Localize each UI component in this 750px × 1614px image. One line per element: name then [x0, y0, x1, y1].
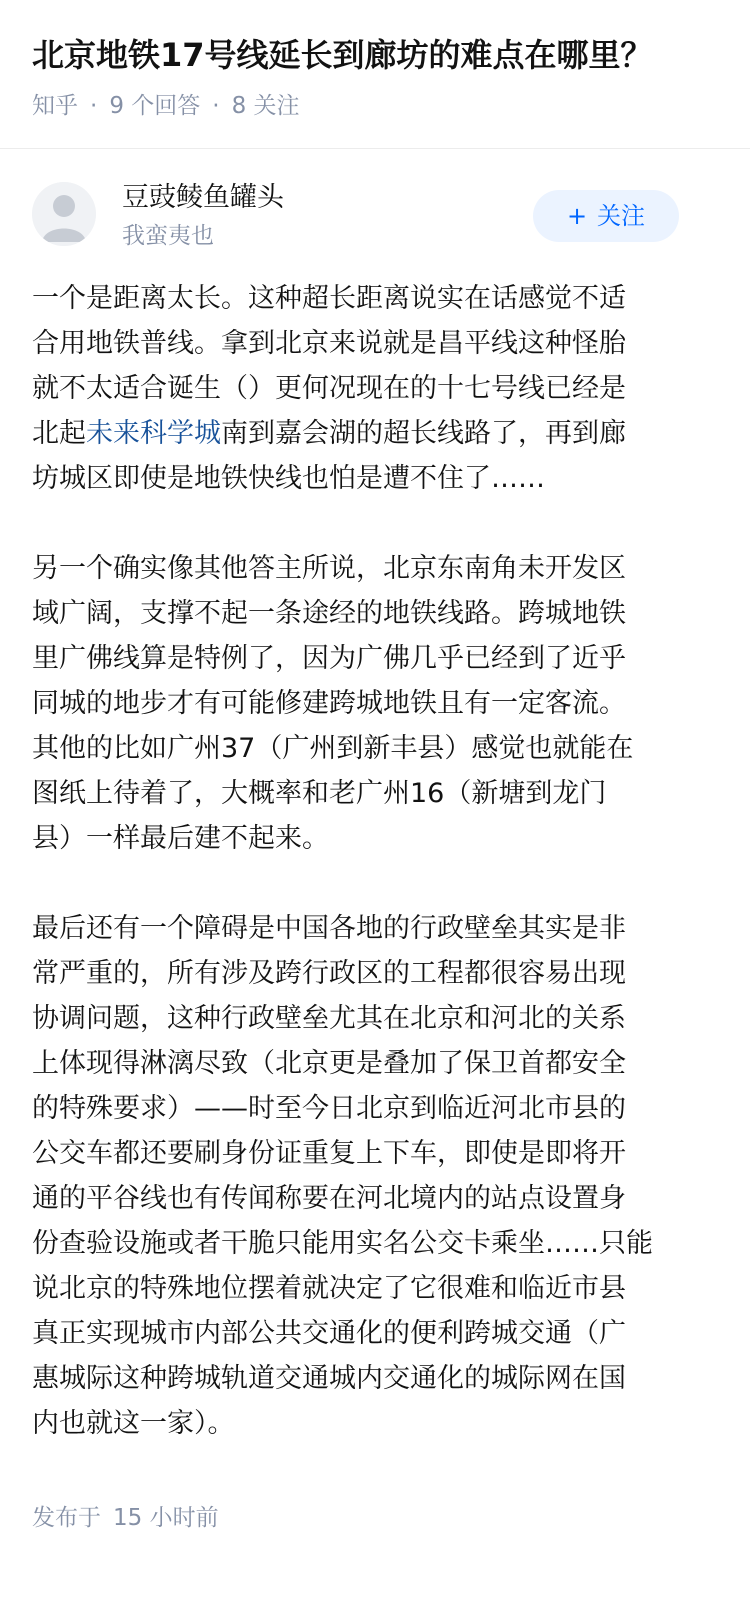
published-value: 15 小时前 [113, 1505, 219, 1531]
plus-icon: + [566, 202, 588, 230]
follow-button-label: 关注 [597, 202, 646, 230]
author-name[interactable]: 豆豉鲮鱼罐头 [122, 182, 284, 213]
question-title[interactable]: 北京地铁17号线延长到廊坊的难点在哪里？ [32, 36, 653, 74]
published-label: 发布于 [32, 1505, 101, 1531]
answer-paragraph-1 [32, 276, 722, 501]
keyword-link[interactable]: 未来科学城 [86, 418, 221, 449]
paragraph-text: 南到嘉会湖的超长线路了，再到廊 坊城区即使是地铁快线也怕是遭不住了…… [32, 418, 626, 494]
answer-count[interactable]: 9 个回答 [109, 93, 201, 119]
divider [0, 148, 750, 149]
separator-dot: · [212, 93, 220, 119]
follow-count[interactable]: 8 关注 [231, 93, 300, 119]
answer-body [32, 276, 722, 1446]
follow-button[interactable] [533, 190, 679, 242]
paragraph-text: 一个是距离太长。这种超长距离说实在话感觉不适 合用地铁普线。拿到北京来说就是昌平线这种怪胎 就不太适合诞生（）更何况现在的十七号线已经是 北起 [32, 283, 626, 449]
published-time [32, 1500, 219, 1536]
answer-paragraph-2: 另一个确实像其他答主所说，北京东南角未开发区 域广阔，支撑不起一条途经的地铁线路。跨城地铁 里广佛线算是特例了，因为广佛几乎已经到了近乎 同城的地步才有可能修建跨城地铁且有一定客流。 其他的比如广州37（广州到新丰县）感觉也就能在 图纸上待着了，大概率和老广州16（新塘到龙门 县）一样最后建不起来。 [32, 553, 634, 854]
avatar-placeholder-icon [32, 182, 96, 246]
author-bio: 我蛮夷也 [122, 223, 214, 249]
separator-dot: · [90, 93, 98, 119]
avatar[interactable] [32, 182, 96, 246]
source-label[interactable]: 知乎 [32, 93, 78, 119]
question-meta [32, 88, 300, 124]
answer-paragraph-3: 最后还有一个障碍是中国各地的行政壁垒其实是非 常严重的，所有涉及跨行政区的工程都很容易出现 协调问题，这种行政壁垒尤其在北京和河北的关系 上体现得淋漓尽致（北京更是叠加了保卫首都安全 的特殊要求）——时至今日北京到临近河北市县的 公交车都还要刷身份证重复上下车，即使是即将开 通的平谷线也有传闻称要在河北境内的站点设置身 份查验设施或者干脆只能用实名公交卡乘坐……只能 说北京的特殊地位摆着就决定了它很难和临近市县 真正实现城市内部公共交通化的便利跨城交通（广 惠城际这种跨城轨道交通城内交通化的城际网在国 内也就这一家）。 [32, 913, 653, 1439]
